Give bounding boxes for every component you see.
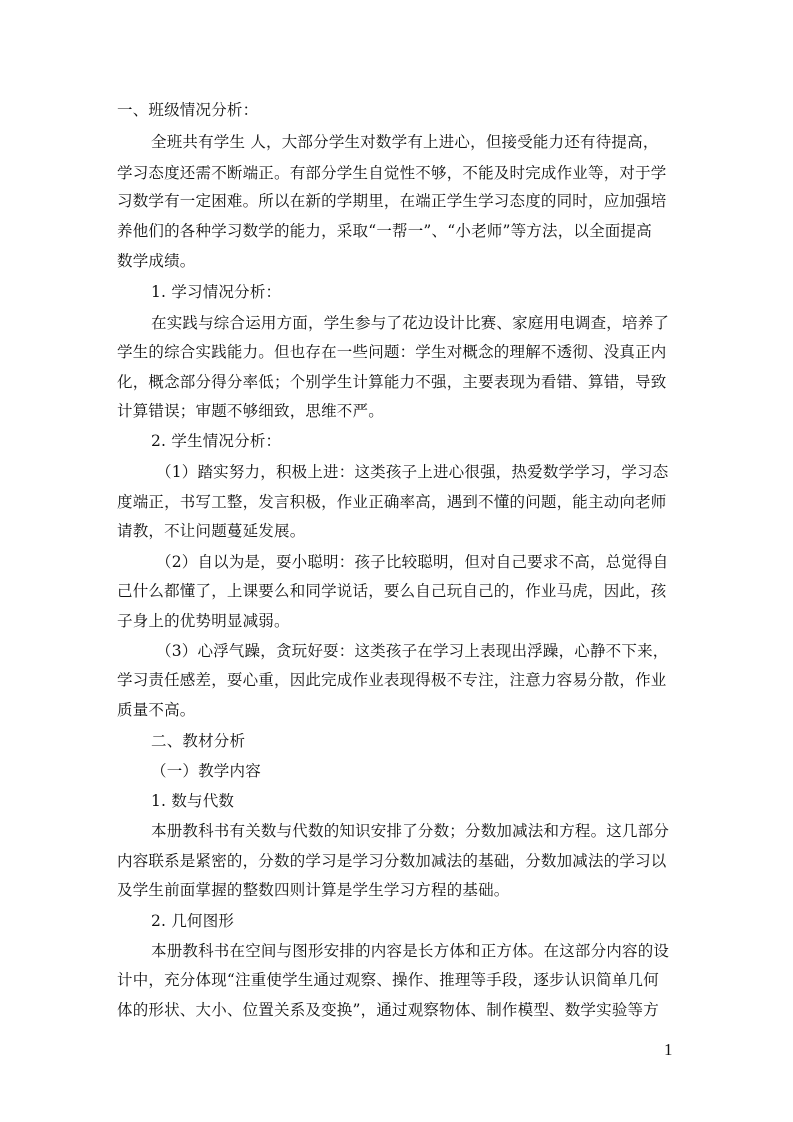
paragraph-line: 体的形状、大小、位置关系及变换”，通过观察物体、制作模型、数学实验等方 xyxy=(117,1001,659,1019)
paragraph-line: 学生的综合实践能力。但也存在一些问题：学生对概念的理解不透彻、没真正内 xyxy=(117,343,667,361)
page-number: 1 xyxy=(664,1040,673,1059)
subheading-numbers-algebra: 1. 数与代数 xyxy=(151,792,235,810)
paragraph-line: 本册教科书在空间与图形安排的内容是长方体和正方体。在这部分内容的设 xyxy=(151,942,670,960)
paragraph-line: 请教，不让问题蔓延发展。 xyxy=(117,522,306,540)
paragraph-line: 己什么都懂了，上课要么和同学说话，要么自己玩自己的，作业马虎，因此，孩 xyxy=(117,582,667,600)
paragraph-line: 在实践与综合运用方面，学生参与了花边设计比赛、家庭用电调查，培养了 xyxy=(151,314,670,332)
section-heading-class-analysis: 一、班级情况分析： xyxy=(117,101,259,119)
paragraph-line: 全班共有学生 人，大部分学生对数学有上进心，但接受能力还有待提高， xyxy=(151,133,659,151)
subheading-learning-analysis: 1. 学习情况分析： xyxy=(151,283,282,301)
paragraph-line: （2）自以为是，耍小聪明：孩子比较聪明，但对自己要求不高，总觉得自 xyxy=(156,553,669,571)
paragraph-line: 化，概念部分得分率低；个别学生计算能力不强，主要表现为看错、算错，导致 xyxy=(117,373,667,391)
paragraph-line: 习数学有一定困难。所以在新的学期里，在端正学生学习态度的同时，应加强培 xyxy=(117,192,667,210)
paragraph-line: 质量不高。 xyxy=(117,701,196,719)
subheading-student-analysis: 2. 学生情况分析： xyxy=(151,432,282,450)
paragraph-line: 内容联系是紧密的，分数的学习是学习分数加减法的基础，分数加减法的学习以 xyxy=(117,852,667,870)
paragraph-line: 计中，充分体现“注重使学生通过观察、操作、推理等手段，逐步认识简单几何 xyxy=(117,971,659,989)
subheading-geometry: 2. 几何图形 xyxy=(151,912,235,930)
paragraph-line: 数学成绩。 xyxy=(117,252,196,270)
paragraph-line: （3）心浮气躁，贪玩好耍：这类孩子在学习上表现出浮躁，心静不下来， xyxy=(156,642,669,660)
paragraph-line: 学习态度还需不断端正。有部分学生自觉性不够，不能及时完成作业等，对于学 xyxy=(117,164,667,182)
paragraph-line: 度端正，书写工整，发言积极，作业正确率高，遇到不懂的问题，能主动向老师 xyxy=(117,493,667,511)
subheading-teaching-content: （一）教学内容 xyxy=(151,762,261,780)
paragraph-line: 子身上的优势明显减弱。 xyxy=(117,612,290,630)
paragraph-line: 本册教科书有关数与代数的知识安排了分数；分数加减法和方程。这几部分 xyxy=(151,822,670,840)
paragraph-line: 学习责任感差，耍心重，因此完成作业表现得极不专注，注意力容易分散，作业 xyxy=(117,671,667,689)
section-heading-textbook-analysis: 二、教材分析 xyxy=(151,732,246,750)
paragraph-line: 及学生前面掌握的整数四则计算是学生学习方程的基础。 xyxy=(117,881,510,899)
paragraph-line: （1）踏实努力，积极上进：这类孩子上进心很强，热爱数学学习，学习态 xyxy=(156,463,669,481)
paragraph-line: 计算错误；审题不够细致，思维不严。 xyxy=(117,402,384,420)
paragraph-line: 养他们的各种学习数学的能力，采取“一帮一”、“小老师”等方法，以全面提高 xyxy=(117,222,652,240)
